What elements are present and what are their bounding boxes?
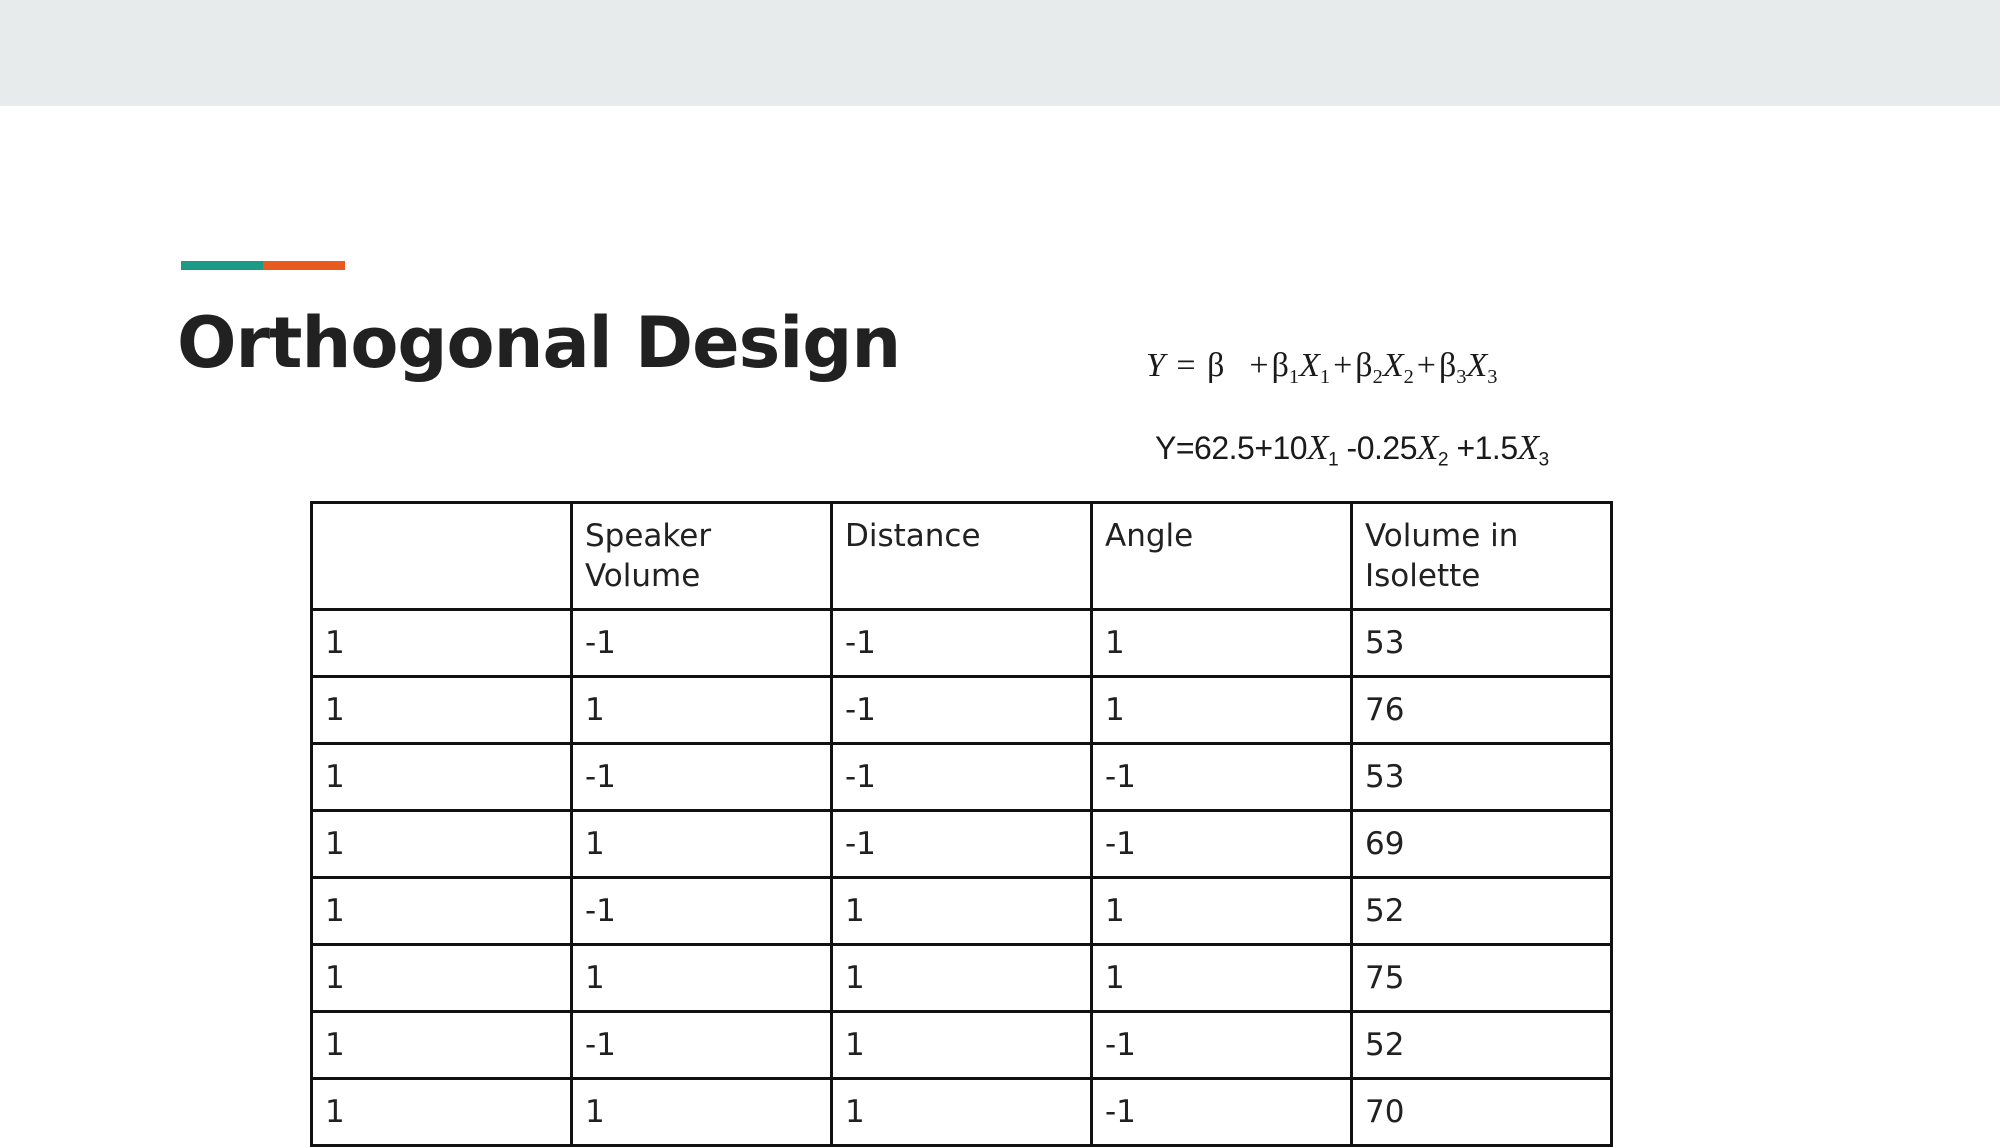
cell-speaker-volume: -1	[572, 610, 832, 677]
formula-beta-2: β	[1355, 347, 1373, 384]
cell-angle: 1	[1092, 945, 1352, 1012]
design-table-container	[310, 501, 1613, 1147]
cell-angle: 1	[1092, 610, 1352, 677]
cell-volume-in-isolette: 52	[1352, 1012, 1612, 1079]
table-row	[312, 677, 1612, 744]
cell-angle: -1	[1092, 811, 1352, 878]
formula-beta-3-sub: 3	[1456, 366, 1467, 389]
table-row	[312, 610, 1612, 677]
cell-intercept: 1	[312, 811, 572, 878]
cell-volume-in-isolette: 76	[1352, 677, 1612, 744]
fitted-x-3: X	[1517, 428, 1539, 467]
formula-beta-3: β	[1438, 347, 1457, 384]
cell-intercept: 1	[312, 878, 572, 945]
cell-intercept: 1	[312, 677, 572, 744]
cell-distance: -1	[832, 610, 1092, 677]
column-header-speaker-volume: Speaker Volume	[572, 503, 832, 610]
slide-title: Orthogonal Design	[177, 302, 901, 384]
orthogonal-design-table	[310, 501, 1613, 1147]
fitted-x-3-sub: 3	[1538, 449, 1549, 471]
formula-equals: =	[1176, 347, 1196, 384]
formula-x-2-sub: 2	[1403, 366, 1414, 389]
formula-plus: +	[1249, 347, 1269, 384]
cell-intercept: 1	[312, 610, 572, 677]
table-row	[312, 878, 1612, 945]
table-row	[312, 1012, 1612, 1079]
cell-intercept: 1	[312, 945, 572, 1012]
table-row	[312, 945, 1612, 1012]
cell-speaker-volume: 1	[572, 1079, 832, 1146]
cell-distance: 1	[832, 945, 1092, 1012]
cell-speaker-volume: -1	[572, 744, 832, 811]
formula-plus: +	[1333, 347, 1353, 384]
cell-angle: -1	[1092, 1012, 1352, 1079]
top-band	[0, 0, 2000, 106]
column-header-angle: Angle	[1092, 503, 1352, 610]
cell-distance: -1	[832, 677, 1092, 744]
cell-volume-in-isolette: 52	[1352, 878, 1612, 945]
cell-volume-in-isolette: 53	[1352, 610, 1612, 677]
regression-model-formula	[1146, 347, 1498, 389]
fitted-model-formula	[1155, 428, 1549, 471]
formula-x-3: X	[1466, 347, 1488, 384]
cell-volume-in-isolette: 70	[1352, 1079, 1612, 1146]
cell-volume-in-isolette: 75	[1352, 945, 1612, 1012]
cell-angle: 1	[1092, 677, 1352, 744]
cell-intercept: 1	[312, 1079, 572, 1146]
fitted-prefix: Y=62.5+10	[1155, 430, 1308, 466]
fitted-x-1-sub: 1	[1327, 449, 1339, 471]
formula-x-2: X	[1382, 347, 1404, 384]
cell-volume-in-isolette: 53	[1352, 744, 1612, 811]
formula-x-1-sub: 1	[1319, 366, 1331, 389]
title-accent-bar	[181, 261, 345, 270]
fitted-x-2-sub: 2	[1437, 449, 1449, 471]
formula-beta-1: β	[1271, 347, 1289, 384]
cell-speaker-volume: 1	[572, 945, 832, 1012]
cell-distance: 1	[832, 1079, 1092, 1146]
column-header-intercept	[312, 503, 572, 610]
column-header-distance: Distance	[832, 503, 1092, 610]
cell-angle: -1	[1092, 1079, 1352, 1146]
cell-distance: -1	[832, 744, 1092, 811]
table-row	[312, 811, 1612, 878]
fitted-term-2: -0.25	[1346, 430, 1417, 466]
formula-x-3-sub: 3	[1487, 366, 1498, 389]
cell-distance: -1	[832, 811, 1092, 878]
fitted-term-3: +1.5	[1456, 430, 1518, 466]
formula-beta-2-sub: 2	[1372, 366, 1383, 389]
formula-beta-1-sub: 1	[1288, 366, 1300, 389]
cell-speaker-volume: 1	[572, 811, 832, 878]
accent-segment-teal	[181, 261, 263, 270]
table-row	[312, 744, 1612, 811]
formula-beta-0: β	[1207, 347, 1225, 384]
table-header-row	[312, 503, 1612, 610]
cell-distance: 1	[832, 878, 1092, 945]
cell-volume-in-isolette: 69	[1352, 811, 1612, 878]
formula-x-1: X	[1299, 347, 1320, 384]
fitted-x-2: X	[1416, 428, 1438, 467]
cell-angle: 1	[1092, 878, 1352, 945]
cell-intercept: 1	[312, 1012, 572, 1079]
fitted-x-1: X	[1307, 428, 1328, 467]
cell-speaker-volume: -1	[572, 1012, 832, 1079]
column-header-volume-in-isolette: Volume in Isolette	[1352, 503, 1612, 610]
cell-distance: 1	[832, 1012, 1092, 1079]
table-body	[312, 610, 1612, 1146]
cell-angle: -1	[1092, 744, 1352, 811]
cell-speaker-volume: -1	[572, 878, 832, 945]
accent-segment-orange	[263, 261, 345, 270]
formula-plus: +	[1416, 347, 1436, 384]
cell-intercept: 1	[312, 744, 572, 811]
formula-y: Y	[1146, 347, 1165, 384]
cell-speaker-volume: 1	[572, 677, 832, 744]
table-row	[312, 1079, 1612, 1146]
